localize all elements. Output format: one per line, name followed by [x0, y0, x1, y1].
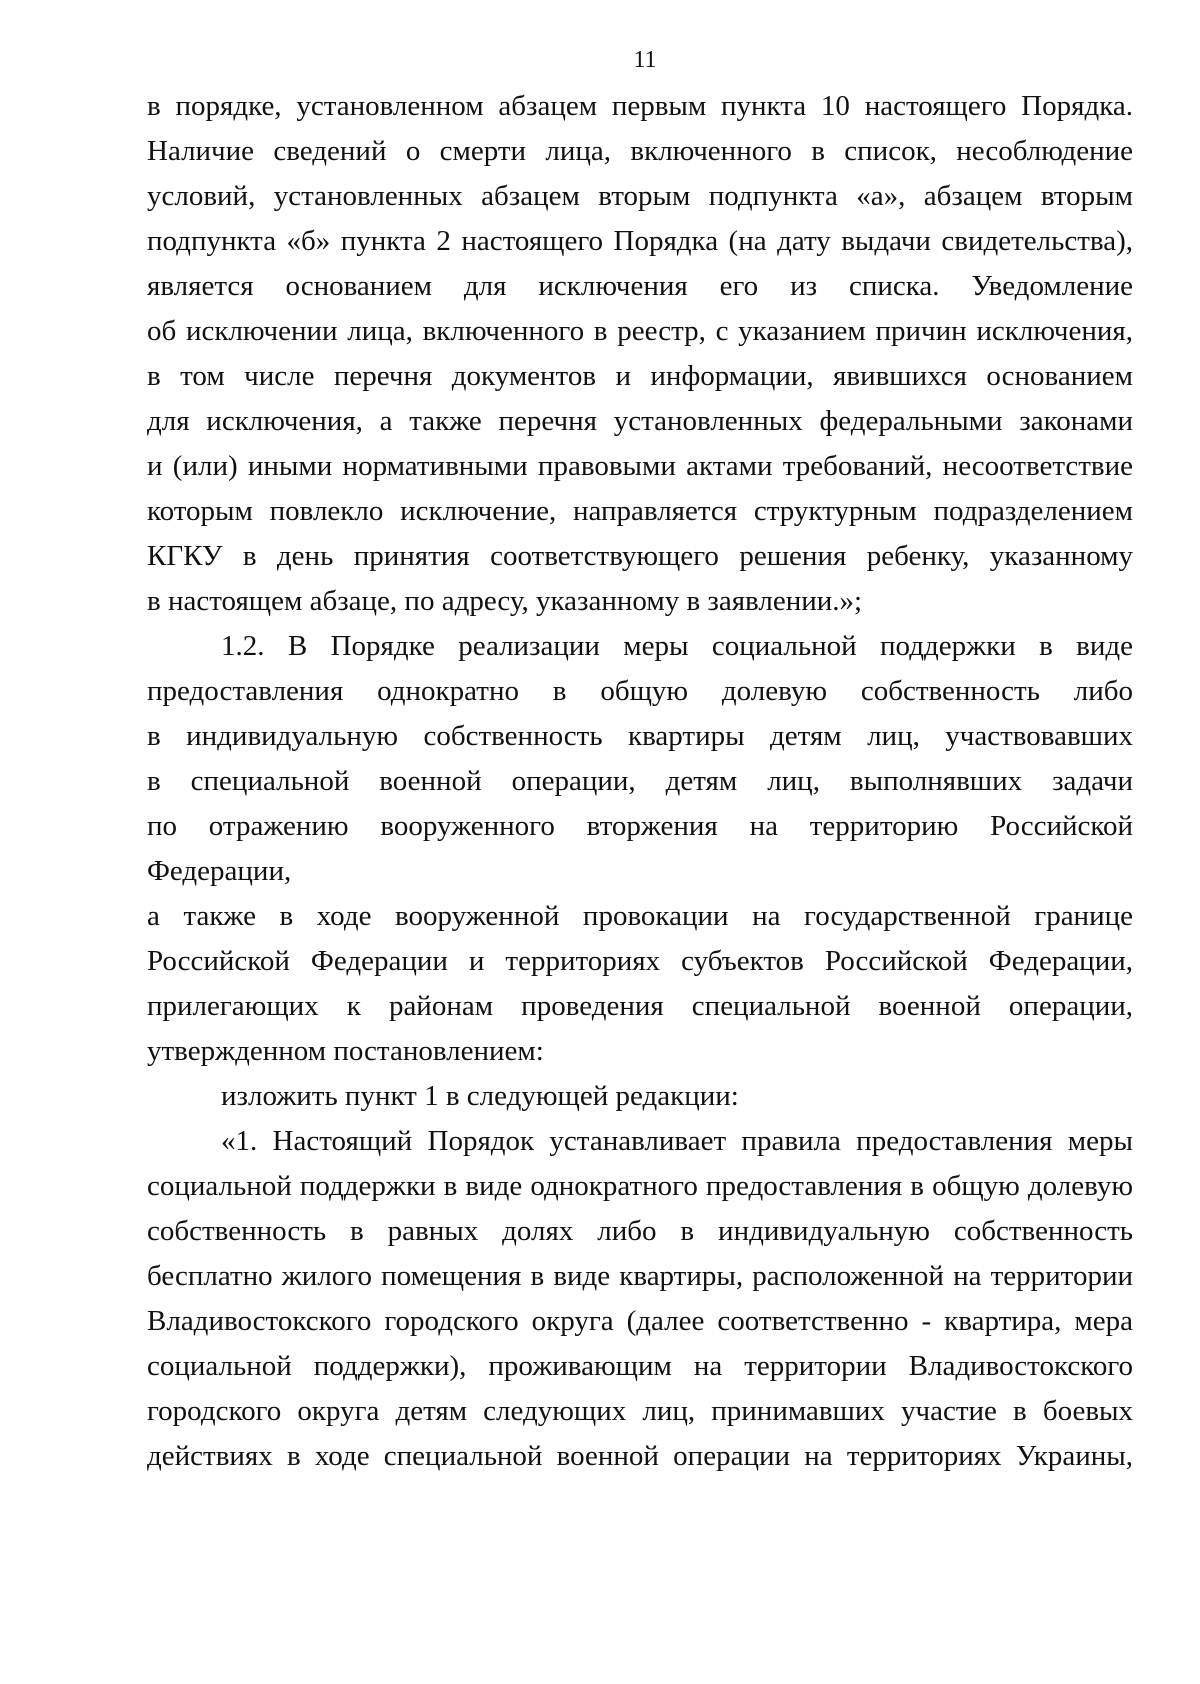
text-line: в том числе перечня документов и информации, явившихся основанием: [147, 360, 1133, 392]
page-number: 11: [633, 47, 657, 73]
document-body: [147, 84, 1133, 1479]
text-line: Владивостокского городского округа (далее соответственно - квартира, мера: [147, 1305, 1133, 1337]
text-line: Российской Федерации и территориях субъектов Российской Федерации,: [147, 945, 1133, 977]
text-line: КГКУ в день принятия соответствующего решения ребенку, указанному: [147, 540, 1133, 572]
text-line: предоставления однократно в общую долевую собственность либо: [147, 675, 1133, 707]
text-line: подпункта «б» пункта 2 настоящего Порядка (на дату выдачи свидетельства),: [147, 225, 1133, 257]
text-line: действиях в ходе специальной военной операции на территориях Украины,: [147, 1440, 1133, 1472]
paragraph: [147, 1119, 1133, 1479]
text-line: а также в ходе вооруженной провокации на государственной границе: [147, 900, 1133, 932]
text-line: в индивидуальную собственность квартиры детям лиц, участвовавших: [147, 720, 1133, 752]
text-line: бесплатно жилого помещения в виде квартиры, расположенной на территории: [147, 1260, 1133, 1292]
text-line: является основанием для исключения его из списка. Уведомление: [147, 270, 1133, 302]
text-line: и (или) иными нормативными правовыми актами требований, несоответствие: [147, 450, 1133, 482]
text-line: прилегающих к районам проведения специальной военной операции,: [147, 990, 1133, 1022]
paragraph: [147, 1074, 1133, 1119]
text-line: в настоящем абзаце, по адресу, указанному в заявлении.»;: [147, 585, 863, 617]
text-line: утвержденном постановлением:: [147, 1035, 544, 1067]
text-line: которым повлекло исключение, направляется структурным подразделением: [147, 495, 1133, 527]
text-line: по отражению вооруженного вторжения на территорию Российской Федерации,: [147, 810, 1133, 887]
text-line: изложить пункт 1 в следующей редакции:: [221, 1080, 739, 1112]
text-line: собственность в равных долях либо в индивидуальную собственность: [147, 1215, 1133, 1247]
text-line: 1.2. В Порядке реализации меры социальной поддержки в виде: [221, 630, 1133, 662]
text-line: в специальной военной операции, детям лиц, выполнявших задачи: [147, 765, 1133, 797]
text-line: в порядке, установленном абзацем первым пункта 10 настоящего Порядка.: [147, 90, 1133, 122]
text-line: условий, установленных абзацем вторым подпункта «а», абзацем вторым: [147, 180, 1133, 212]
text-line: Наличие сведений о смерти лица, включенного в список, несоблюдение: [147, 135, 1133, 167]
text-line: социальной поддержки), проживающим на территории Владивостокского: [147, 1350, 1133, 1382]
text-line: социальной поддержки в виде однократного предоставления в общую долевую: [147, 1170, 1133, 1202]
text-line: городского округа детям следующих лиц, принимавших участие в боевых: [147, 1395, 1133, 1427]
text-line: об исключении лица, включенного в реестр, с указанием причин исключения,: [147, 315, 1133, 347]
text-line: «1. Настоящий Порядок устанавливает правила предоставления меры: [221, 1125, 1133, 1157]
text-line: для исключения, а также перечня установленных федеральными законами: [147, 405, 1133, 437]
paragraph: [147, 84, 1133, 624]
paragraph: [147, 624, 1133, 1074]
